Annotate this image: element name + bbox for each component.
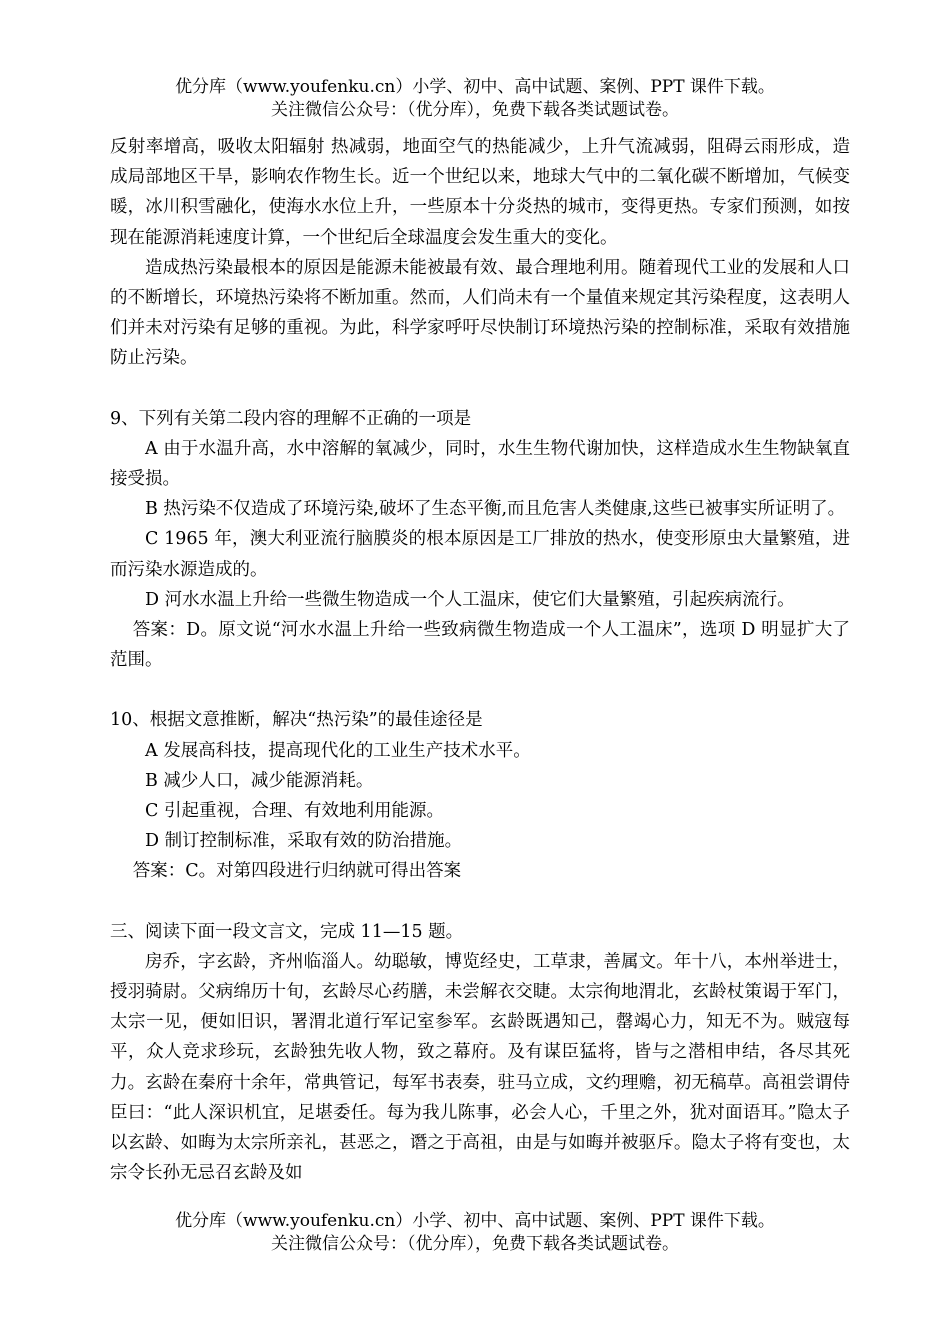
- header-line-2: 关注微信公众号：（优分库），免费下载各类试题试卷。: [271, 100, 679, 120]
- classical-chinese-passage: 房乔，字玄龄，齐州临淄人。幼聪敏，博览经史，工草隶，善属文。年十八，本州举进士，授羽骑尉。父病绵历十旬，玄龄尽心药膳，未尝解衣交睫。太宗徇地渭北，玄龄杖策谒于军门，太宗一见，便如旧识，署渭北道行军记室参军。玄龄既遇知己，罄竭心力，知无不为。贼寇每平，众人竞求珍玩，玄龄独先收人物，致之幕府。及有谋臣猛将，皆与之潜相申结，各尽其死力。玄龄在秦府十余年，常典管记，每军书表奏，驻马立成，文约理赡，初无稿草。高祖尝谓侍臣曰：“此人深识机宜，足堪委任。每为我儿陈事，必会人心，千里之外，犹对面语耳。”隐太子以玄龄、如晦为太宗所亲礼，甚恶之，谮之于高祖，由是与如晦并被驱斥。隐太子将有变也，太宗令长孙无忌召玄龄及如: [110, 951, 850, 1184]
- question-9-stem: 9、下列有关第二段内容的理解不正确的一项是: [110, 408, 472, 429]
- section-3-title: 三、阅读下面一段文言文，完成 11—15 题。: [110, 921, 464, 942]
- question-9-option-b: B 热污染不仅造成了环境污染,破坏了生态平衡,而且危害人类健康,这些已被事实所证明了。: [145, 499, 846, 520]
- question-10-option-c: C 引起重视，合理、有效地利用能源。: [145, 801, 444, 822]
- spacer: [110, 675, 850, 705]
- question-9-option-a: A 由于水温升高，水中溶解的氧减少，同时，水生生物代谢加快，这样造成水生生物缺氧直接受损。: [110, 438, 850, 490]
- question-10-option-a: A 发展高科技，提高现代化的工业生产技术水平。: [145, 740, 531, 761]
- question-9-option-d: D 河水水温上升给一些微生物造成一个人工温床，使它们大量繁殖，引起疾病流行。: [145, 589, 795, 610]
- question-10-option-d: D 制订控制标准，采取有效的防治措施。: [145, 831, 463, 852]
- question-10-stem: 10、根据文意推断，解决“热污染”的最佳途径是: [110, 710, 483, 731]
- spacer: [110, 374, 850, 404]
- page-header: [0, 76, 950, 122]
- question-9-answer: 答案：D。原文说“河水水温上升给一些致病微生物造成一个人工温床”，选项 D 明显扩大了范围。: [110, 620, 850, 671]
- spacer: [110, 887, 850, 917]
- document-body: [110, 132, 850, 1189]
- footer-line-2: 关注微信公众号：（优分库），免费下载各类试题试卷。: [271, 1234, 679, 1254]
- footer-line-1: 优分库（www.youfenku.cn）小学、初中、高中试题、案例、PPT 课件下载。: [175, 1211, 775, 1231]
- passage-paragraph-1: 反射率增高，吸收太阳辐射 热减弱，地面空气的热能减少，上升气流减弱，阻碍云雨形成，造成局部地区干旱，影响农作物生长。近一个世纪以来，地球大气中的二氧化碳不断增加，气候变暖，冰川积雪融化，使海水水位上升，一些原本十分炎热的城市，变得更热。专家们预测，如按现在能源消耗速度计算，一个世纪后全球温度会发生重大的变化。: [110, 137, 850, 248]
- question-9-option-c: C 1965 年，澳大利亚流行脑膜炎的根本原因是工厂排放的热水，使变形原虫大量繁殖，进而污染水源造成的。: [110, 529, 850, 580]
- passage-paragraph-2: 造成热污染最根本的原因是能源未能被最有效、最合理地利用。随着现代工业的发展和人口的不断增长，环境热污染将不断加重。然而，人们尚未有一个量值来规定其污染程度，这表明人们并未对污染有足够的重视。为此，科学家呼吁尽快制订环境热污染的控制标准，采取有效措施防止污染。: [110, 257, 850, 369]
- question-10-answer: 答案：C。对第四段进行归纳就可得出答案: [132, 861, 462, 882]
- header-line-1: 优分库（www.youfenku.cn）小学、初中、高中试题、案例、PPT 课件下载。: [175, 77, 775, 97]
- page-footer: [0, 1210, 950, 1256]
- question-10-option-b: B 减少人口，减少能源消耗。: [145, 770, 374, 791]
